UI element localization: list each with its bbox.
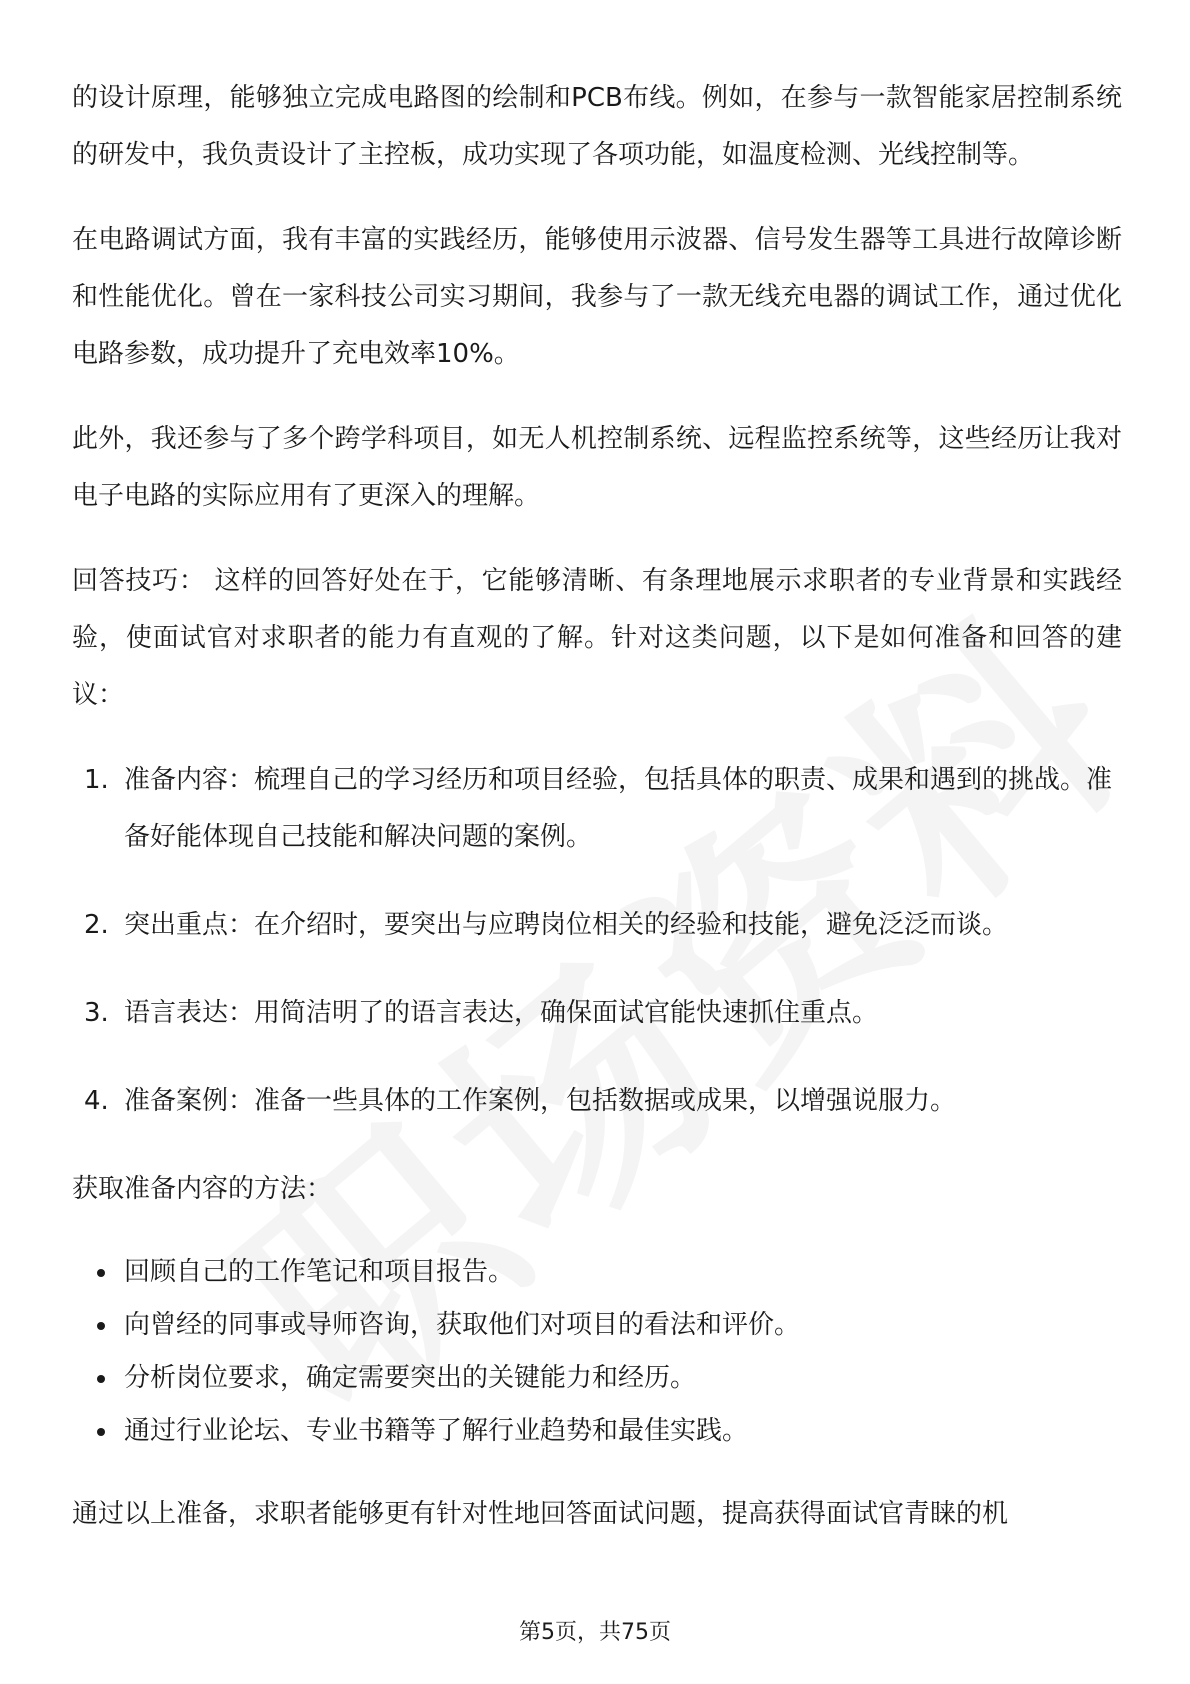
document-body <box>72 70 1122 1571</box>
bullet-dot-icon <box>97 1322 105 1330</box>
paragraph-design-principle: 的设计原理，能够独立完成电路图的绘制和PCB布线。例如，在参与一款智能家居控制系统的研发中，我负责设计了主控板，成功实现了各项功能，如温度检测、光线控制等。 <box>72 83 1122 170</box>
bullet-item-text: 分析岗位要求，确定需要突出的关键能力和经历。 <box>124 1363 697 1393</box>
bullet-dot-icon <box>97 1269 105 1277</box>
bullet-item-text: 向曾经的同事或导师咨询，获取他们对项目的看法和评价。 <box>124 1310 801 1340</box>
bullet-item-text: 通过行业论坛、专业书籍等了解行业趋势和最佳实践。 <box>124 1416 749 1446</box>
list-item-number: 3. <box>84 998 109 1028</box>
paragraph-answer-tips: 回答技巧： 这样的回答好处在于，它能够清晰、有条理地展示求职者的专业背景和实践经验，使面试官对求职者的能力有直观的了解。针对这类问题，以下是如何准备和回答的建议： <box>72 566 1122 710</box>
page-number-footer: 第5页，共75页 <box>519 1620 671 1645</box>
list-item-text: 突出重点：在介绍时，要突出与应聘岗位相关的经验和技能，避免泛泛而谈。 <box>124 910 1009 940</box>
list-item-number: 1. <box>84 765 109 795</box>
bullet-item <box>72 1299 1122 1352</box>
list-item <box>72 897 1122 954</box>
bullet-item-text: 回顾自己的工作笔记和项目报告。 <box>124 1257 515 1287</box>
list-item-number: 4. <box>84 1086 109 1116</box>
list-item-text: 语言表达：用简洁明了的语言表达，确保面试官能快速抓住重点。 <box>124 998 879 1028</box>
bullet-item <box>72 1352 1122 1405</box>
paragraph-cross-disciplinary: 此外，我还参与了多个跨学科项目，如无人机控制系统、远程监控系统等，这些经历让我对电子电路的实际应用有了更深入的理解。 <box>72 424 1122 511</box>
closing-paragraph: 通过以上准备，求职者能够更有针对性地回答面试问题，提高获得面试官青睐的机 <box>72 1499 1009 1529</box>
list-item <box>72 752 1122 866</box>
bullet-item <box>72 1246 1122 1299</box>
list-item <box>72 985 1122 1042</box>
list-item-number: 2. <box>84 910 109 940</box>
paragraph-circuit-debugging: 在电路调试方面，我有丰富的实践经历，能够使用示波器、信号发生器等工具进行故障诊断和性能优化。曾在一家科技公司实习期间，我参与了一款无线充电器的调试工作，通过优化电路参数，成功提升了充电效率10%。 <box>72 225 1122 369</box>
bullet-list <box>72 1246 1122 1458</box>
bullet-dot-icon <box>97 1375 105 1383</box>
list-item-text: 准备案例：准备一些具体的工作案例，包括数据或成果，以增强说服力。 <box>124 1086 957 1116</box>
bullet-dot-icon <box>97 1428 105 1436</box>
numbered-list <box>72 752 1122 1130</box>
bullet-item <box>72 1405 1122 1458</box>
list-item-text: 准备内容：梳理自己的学习经历和项目经验，包括具体的职责、成果和遇到的挑战。准备好能体现自己技能和解决问题的案例。 <box>124 765 1113 852</box>
list-item <box>72 1073 1122 1130</box>
methods-heading: 获取准备内容的方法： <box>72 1174 333 1204</box>
